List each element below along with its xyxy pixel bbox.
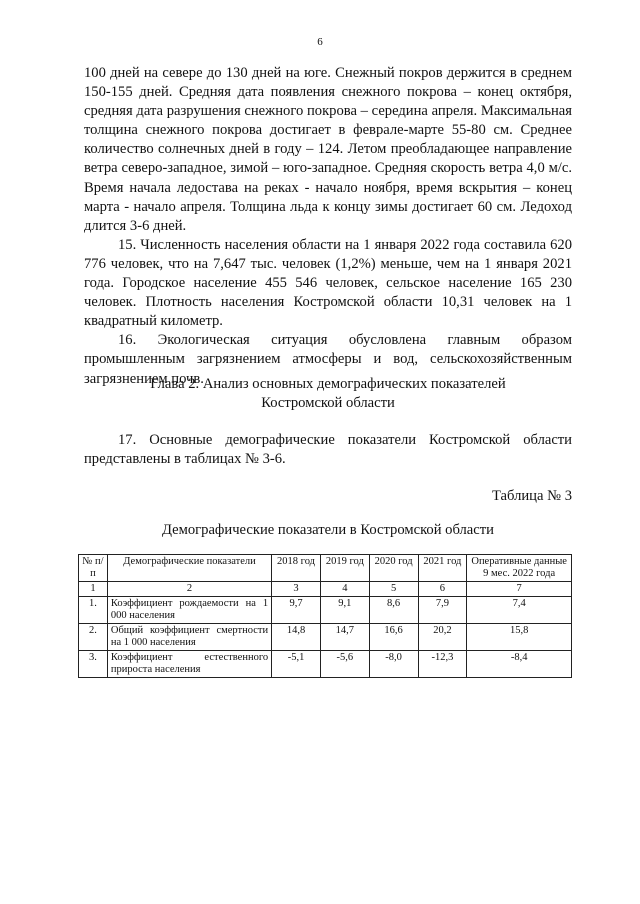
chapter-title bbox=[84, 375, 572, 413]
header-2021: 2021 год bbox=[418, 555, 467, 582]
table-header-row bbox=[79, 555, 572, 582]
table-caption: Демографические показатели в Костромской области bbox=[162, 522, 494, 538]
header-2018: 2018 год bbox=[272, 555, 321, 582]
row-num: 2. bbox=[79, 624, 108, 651]
cell-2021: 7,9 bbox=[418, 597, 467, 624]
cell-operative: -8,4 bbox=[467, 651, 572, 678]
cell-2021: 20,2 bbox=[418, 624, 467, 651]
table-row bbox=[79, 651, 572, 678]
row-indicator: Коэффициент естественного прироста населения bbox=[107, 651, 271, 678]
cell-operative: 15,8 bbox=[467, 624, 572, 651]
cell-2021: -12,3 bbox=[418, 651, 467, 678]
table-row bbox=[79, 597, 572, 624]
header-num: № п/п bbox=[79, 555, 108, 582]
header-2019: 2019 год bbox=[320, 555, 369, 582]
column-number: 1 bbox=[79, 582, 108, 597]
cell-2018: -5,1 bbox=[272, 651, 321, 678]
row-num: 3. bbox=[79, 651, 108, 678]
column-number: 5 bbox=[369, 582, 418, 597]
column-number: 3 bbox=[272, 582, 321, 597]
cell-2020: 8,6 bbox=[369, 597, 418, 624]
column-number: 2 bbox=[107, 582, 271, 597]
header-indicator: Демографические показатели bbox=[107, 555, 271, 582]
demographics-table bbox=[78, 554, 572, 678]
column-number: 7 bbox=[467, 582, 572, 597]
page-number: 6 bbox=[317, 36, 323, 48]
cell-2020: 16,6 bbox=[369, 624, 418, 651]
header-operative: Оперативные данные 9 мес. 2022 года bbox=[467, 555, 572, 582]
paragraph-climate: 100 дней на севере до 130 дней на юге. Снежный покров держится в среднем 150-155 дней. Средняя дата появления снежного покрова – конец октября, средняя дата разрушения снежного покрова – середина апреля. Максимальная толщина снежного покрова достигает в феврале-марте 55-80 см. Среднее количество солнечных дней в году – 124. Летом преобладающее направление ветра северо-западное, зимой – юго-западное. Средняя скорость ветра 4,0 м/с. Время начала ледостава на реках - начало ноября, время вскрытия – конец марта - начало апреля. Толщина льда к концу зимы достигает 60 см. Ледоход длится 3-6 дней. bbox=[84, 65, 572, 234]
cell-2019: 14,7 bbox=[320, 624, 369, 651]
column-number: 4 bbox=[320, 582, 369, 597]
column-number-row bbox=[79, 582, 572, 597]
body-text bbox=[84, 64, 572, 389]
cell-2018: 9,7 bbox=[272, 597, 321, 624]
cell-2020: -8,0 bbox=[369, 651, 418, 678]
row-indicator: Коэффициент рождаемости на 1 000 населения bbox=[107, 597, 271, 624]
chapter-title-line-1: Глава 2. Анализ основных демографических показателей bbox=[150, 376, 506, 392]
row-num: 1. bbox=[79, 597, 108, 624]
cell-operative: 7,4 bbox=[467, 597, 572, 624]
paragraph-16: 16. Экологическая ситуация обусловлена главным образом промышленным загрязнением атмосферы и вод, сельскохозяйственным загрязнением почв. bbox=[84, 332, 572, 387]
header-2020: 2020 год bbox=[369, 555, 418, 582]
cell-2019: 9,1 bbox=[320, 597, 369, 624]
paragraph-15: 15. Численность населения области на 1 января 2022 года составила 620 776 человек, что на 7,647 тыс. человек (1,2%) меньше, чем на 1 января 2021 года. Городское население 455 546 человек, сельское население 165 230 человек. Плотность населения Костромской области 10,31 человек на 1 квадратный километр. bbox=[84, 236, 572, 330]
chapter-title-line-2: Костромской области bbox=[261, 395, 395, 412]
cell-2019: -5,6 bbox=[320, 651, 369, 678]
table-row bbox=[79, 624, 572, 651]
cell-2018: 14,8 bbox=[272, 624, 321, 651]
paragraph-17: 17. Основные демографические показатели Костромской области представлены в таблицах № 3-6. bbox=[84, 432, 572, 468]
row-indicator: Общий коэффициент смертности на 1 000 населения bbox=[107, 624, 271, 651]
table-label: Таблица № 3 bbox=[492, 488, 572, 504]
column-number: 6 bbox=[418, 582, 467, 597]
